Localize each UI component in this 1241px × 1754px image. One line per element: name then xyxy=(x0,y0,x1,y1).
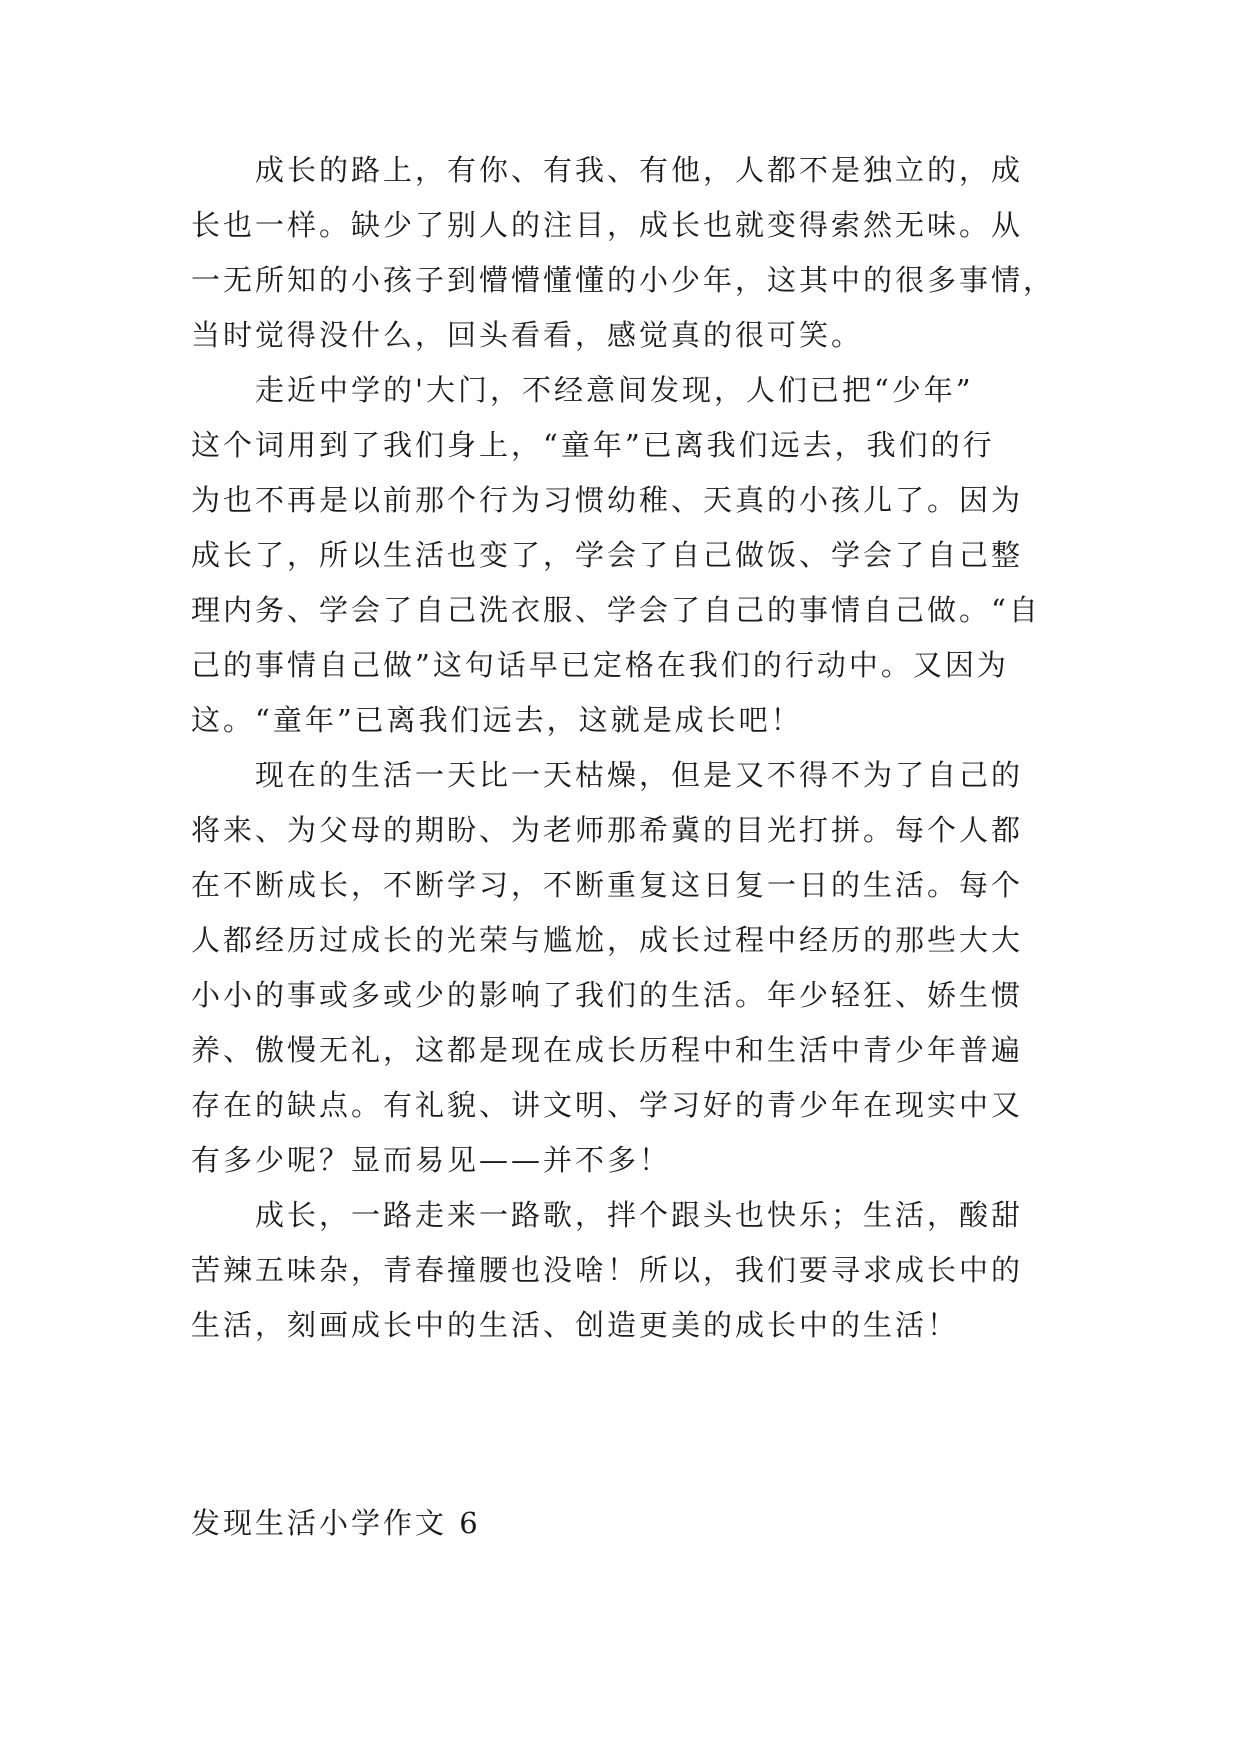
paragraph-line: 养、傲慢无礼，这都是现在成长历程中和生活中青少年普遍 xyxy=(191,1033,1024,1067)
paragraph-line: 将来、为父母的期盼、为老师那希冀的目光打拼。每个人都 xyxy=(191,813,1024,847)
paragraph-first-line: 现在的生活一天比一天枯燥，但是又不得不为了自己的 xyxy=(255,758,1024,792)
paragraph-first-line: 成长，一路走来一路歌，拌个跟头也快乐；生活，酸甜 xyxy=(255,1198,1024,1232)
paragraph-line: 这个词用到了我们身上，“童年”已离我们远去，我们的行 xyxy=(191,428,995,462)
paragraph-first-line: 走近中学的'大门，不经意间发现，人们已把“少年” xyxy=(255,373,974,407)
paragraph-line: 成长了，所以生活也变了，学会了自己做饭、学会了自己整 xyxy=(191,538,1024,572)
paragraph-line: 在不断成长，不断学习，不断重复这日复一日的生活。每个 xyxy=(191,868,1024,902)
section-title: 发现生活小学作文 6 xyxy=(191,1506,481,1540)
paragraph-line: 苦辣五味杂，青春撞腰也没啥！所以，我们要寻求成长中的 xyxy=(191,1253,1024,1287)
paragraph-line: 存在的缺点。有礼貌、讲文明、学习好的青少年在现实中又 xyxy=(191,1088,1024,1122)
paragraph-line: 这。“童年”已离我们远去，这就是成长吧！ xyxy=(191,703,803,737)
paragraph-line: 为也不再是以前那个行为习惯幼稚、天真的小孩儿了。因为 xyxy=(191,483,1024,517)
paragraph-line: 己的事情自己做”这句话早已定格在我们的行动中。又因为 xyxy=(191,648,1009,682)
paragraph-line: 理内务、学会了自己洗衣服、学会了自己的事情自己做。“自 xyxy=(191,593,1041,627)
paragraph-line: 当时觉得没什么，回头看看，感觉真的很可笑。 xyxy=(191,318,864,352)
paragraph-line: 人都经历过成长的光荣与尴尬，成长过程中经历的那些大大 xyxy=(191,923,1024,957)
paragraph-line: 小小的事或多或少的影响了我们的生活。年少轻狂、娇生惯 xyxy=(191,978,1024,1012)
paragraph-line: 长也一样。缺少了别人的注目，成长也就变得索然无味。从 xyxy=(191,208,1024,242)
paragraph-first-line: 成长的路上，有你、有我、有他，人都不是独立的，成 xyxy=(255,153,1024,187)
paragraph-line: 有多少呢？显而易见——并不多！ xyxy=(191,1143,672,1177)
paragraph-line: 一无所知的小孩子到懵懵懂懂的小少年，这其中的很多事情， xyxy=(191,263,1056,297)
paragraph-line: 生活，刻画成长中的生活、创造更美的成长中的生活！ xyxy=(191,1308,960,1342)
